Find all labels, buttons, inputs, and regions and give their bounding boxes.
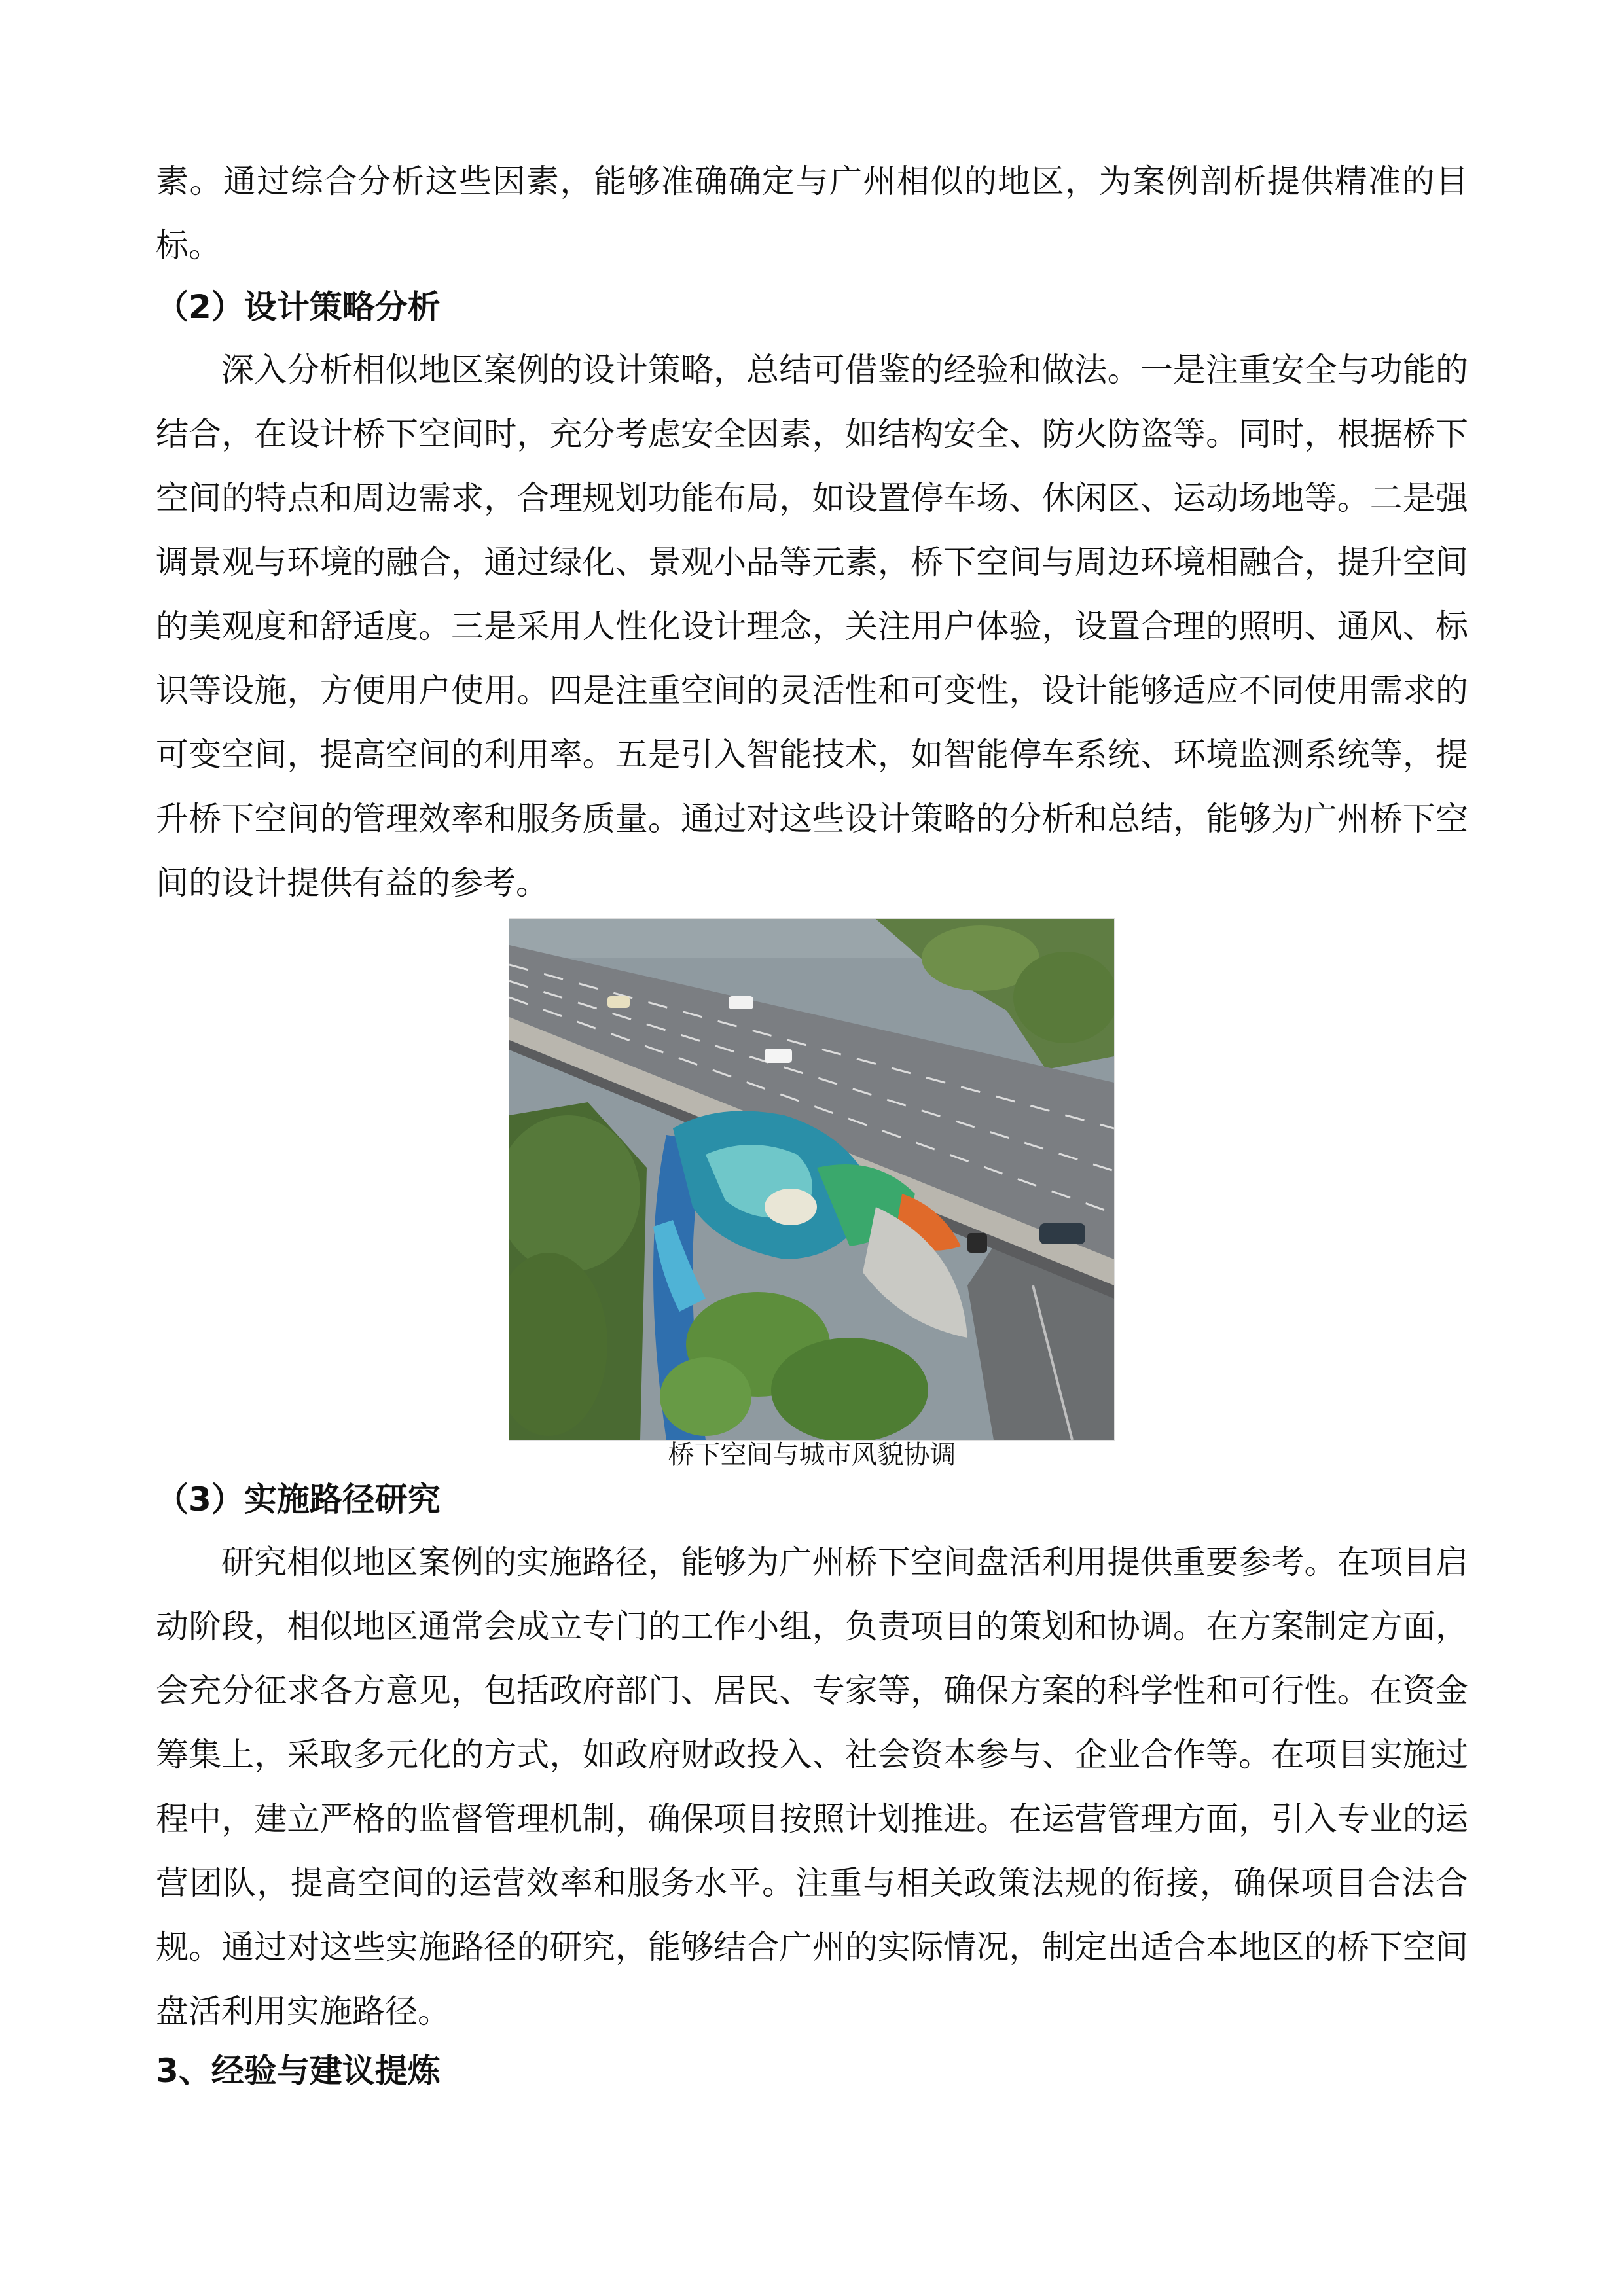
bridge-photo bbox=[509, 918, 1115, 1441]
paragraph-implementation-path: 研究相似地区案例的实施路径，能够为广州桥下空间盘活利用提供重要参考。在项目启动阶段，相似地区通常会成立专门的工作小组，负责项目的策划和协调。在方案制定方面，会充分征求各方意见，包括政府部门、居民、专家等，确保方案的科学性和可行性。在资金筹集上，采取多元化的方式，如政府财政投入、社会资本参与、企业合作等。在项目实施过程中，建立严格的监督管理机制，确保项目按照计划推进。在运营管理方面，引入专业的运营团队，提高空间的运营效率和服务水平。注重与相关政策法规的衔接，确保项目合法合规。通过对这些实施路径的研究，能够结合广州的实际情况，制定出适合本地区的桥下空间盘活利用实施路径。 bbox=[156, 1543, 1468, 2030]
bridge-aerial-illustration bbox=[509, 919, 1114, 1440]
figure-caption: 桥下空间与城市风貌协调 bbox=[668, 1440, 956, 1470]
heading-implementation-path: （3）实施路径研究 bbox=[156, 1480, 441, 1518]
paragraph-design-strategy: 深入分析相似地区案例的设计策略，总结可借鉴的经验和做法。一是注重安全与功能的结合，在设计桥下空间时，充分考虑安全因素，如结构安全、防火防盗等。同时，根据桥下空间的特点和周边需求，合理规划功能布局，如设置停车场、休闲区、运动场地等。二是强调景观与环境的融合，通过绿化、景观小品等元素，桥下空间与周边环境相融合，提升空间的美观度和舒适度。三是采用人性化设计理念，关注用户体验，设置合理的照明、通风、标识等设施，方便用户使用。四是注重空间的灵活性和可变性，设计能够适应不同使用需求的可变空间，提高空间的利用率。五是引入智能技术，如智能停车系统、环境监测系统等，提升桥下空间的管理效率和服务质量。通过对这些设计策略的分析和总结，能够为广州桥下空间的设计提供有益的参考。 bbox=[156, 351, 1468, 902]
heading-experience-suggestions: 3、经验与建议提炼 bbox=[156, 2052, 441, 2090]
heading-design-strategy: （2）设计策略分析 bbox=[156, 288, 441, 326]
paragraph-intro: 素。通过综合分析这些因素，能够准确确定与广州相似的地区，为案例剖析提供精准的目标。 bbox=[156, 162, 1468, 264]
